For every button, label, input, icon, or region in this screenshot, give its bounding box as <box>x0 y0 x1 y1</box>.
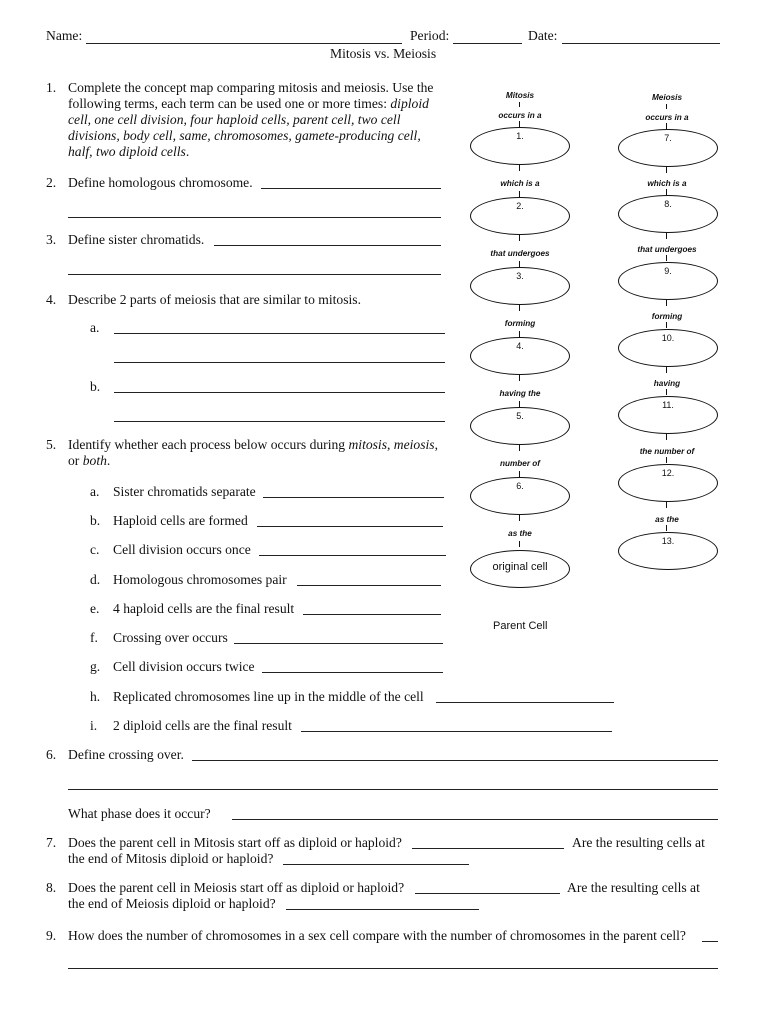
cm-connector <box>666 104 667 109</box>
q6-number: 6. <box>46 747 57 762</box>
q8-text-3: the end of Meiosis diploid or haploid? <box>68 896 276 911</box>
cm-mitosis-label-3: that undergoes <box>490 249 550 258</box>
cm-connector <box>519 445 520 451</box>
q6-phase-text: What phase does it occur? <box>68 806 211 821</box>
q5-c-letter: c. <box>90 542 100 557</box>
cm-connector <box>666 367 667 373</box>
q2-text: Define homologous chromosome. <box>68 175 253 190</box>
q4-a-line-1[interactable] <box>114 333 445 334</box>
q8-text-2: Are the resulting cells at <box>567 880 700 895</box>
q4-b-line-1[interactable] <box>114 392 445 393</box>
cm-oval-4-label: 4. <box>516 341 524 351</box>
q2-number: 2. <box>46 175 57 190</box>
q8-answer-line-1[interactable] <box>415 893 560 894</box>
q8-number: 8. <box>46 880 57 895</box>
q5-h-text: Replicated chromosomes line up in the middle of the cell <box>113 689 424 704</box>
q5-d-answer-line[interactable] <box>297 585 441 586</box>
cm-parent-cell-label: Parent Cell <box>493 620 548 632</box>
cm-oval-9[interactable] <box>618 262 718 300</box>
q5-i-letter: i. <box>90 718 98 733</box>
cm-mitosis-label-5: having the <box>499 389 541 398</box>
cm-oval-4[interactable] <box>470 337 570 375</box>
cm-oval-1[interactable] <box>470 127 570 165</box>
q3-number: 3. <box>46 232 57 247</box>
q7-number: 7. <box>46 835 57 850</box>
q5-text: Identify whether each process below occurs during mitosis, meiosis, or both. <box>68 437 438 468</box>
cm-meiosis-label-2: which is a <box>647 179 687 188</box>
q5-a-text: Sister chromatids separate <box>113 484 256 499</box>
cm-mitosis-title: Mitosis <box>505 91 535 100</box>
cm-oval-5[interactable] <box>470 407 570 445</box>
q5-g-letter: g. <box>90 659 101 674</box>
cm-oval-12-label: 12. <box>661 468 675 478</box>
cm-connector <box>666 233 667 239</box>
q7-answer-line-1[interactable] <box>412 848 564 849</box>
cm-meiosis-label-6: the number of <box>639 447 695 456</box>
cm-connector <box>666 167 667 173</box>
q7-answer-line-2[interactable] <box>283 864 469 865</box>
q5-g-text: Cell division occurs twice <box>113 659 255 674</box>
cm-oval-original-cell <box>470 550 570 588</box>
cm-oval-3[interactable] <box>470 267 570 305</box>
period-label: Period: <box>410 28 450 43</box>
cm-connector <box>519 541 520 547</box>
q5-c-text: Cell division occurs once <box>113 542 251 557</box>
cm-connector <box>519 305 520 311</box>
cm-connector <box>666 322 667 328</box>
cm-oval-12[interactable] <box>618 464 718 502</box>
cm-oval-5-label: 5. <box>516 411 524 421</box>
q7-text-2: Are the resulting cells at <box>572 835 705 850</box>
cm-meiosis-label-3: that undergoes <box>637 245 697 254</box>
q6-answer-line-1[interactable] <box>192 760 718 761</box>
date-field[interactable] <box>562 43 720 44</box>
cm-oval-6-label: 6. <box>516 481 524 491</box>
q5-g-answer-line[interactable] <box>262 672 443 673</box>
q5-f-letter: f. <box>90 630 98 645</box>
q9-text: How does the number of chromosomes in a sex cell compare with the number of chromosomes in the parent cell? <box>68 928 686 943</box>
page-title: Mitosis vs. Meiosis <box>330 46 437 61</box>
cm-mitosis-label-1: occurs in a <box>498 111 542 120</box>
q4-number: 4. <box>46 292 57 307</box>
q5-b-text: Haploid cells are formed <box>113 513 248 528</box>
cm-oval-7[interactable] <box>618 129 718 167</box>
q5-i-text: 2 diploid cells are the final result <box>113 718 292 733</box>
cm-oval-11-label: 11. <box>662 400 674 410</box>
cm-meiosis-label-4: forming <box>651 312 683 321</box>
q1-number: 1. <box>46 80 57 95</box>
q5-h-letter: h. <box>90 689 101 704</box>
q4-b-letter: b. <box>90 379 101 394</box>
q7-text-1: Does the parent cell in Mitosis start off as diploid or haploid? <box>68 835 402 850</box>
q3-answer-line-2[interactable] <box>68 274 441 275</box>
cm-oval-3-label: 3. <box>516 271 524 281</box>
cm-connector <box>666 502 667 508</box>
cm-mitosis-label-7: as the <box>508 529 532 538</box>
q5-e-letter: e. <box>90 601 100 616</box>
date-label: Date: <box>528 28 558 43</box>
q4-a-line-2[interactable] <box>114 362 445 363</box>
q1-text: Complete the concept map comparing mitosis and meiosis. Use the following terms, each term can be used one or more times: diploid cell, one cell division, four haploid cells, parent cell, two cell divisions, body cell, same, chromosomes, gamete-producing cell, half, two diploid cells. <box>68 80 434 159</box>
cm-mitosis-label-6: number of <box>499 459 541 468</box>
cm-oval-2-label: 2. <box>516 201 524 211</box>
cm-oval-10-label: 10. <box>661 333 675 343</box>
q6-text: Define crossing over. <box>68 747 184 762</box>
q5-i-answer-line[interactable] <box>301 731 612 732</box>
cm-original-cell-label: original cell <box>492 561 548 573</box>
q3-answer-line-1[interactable] <box>214 245 441 246</box>
cm-connector <box>666 300 667 306</box>
q5-a-answer-line[interactable] <box>263 497 444 498</box>
q9-answer-line-1[interactable] <box>702 941 718 942</box>
q2-answer-line-1[interactable] <box>261 188 441 189</box>
q5-f-text: Crossing over occurs <box>113 630 228 645</box>
cm-mitosis-label-4: forming <box>504 319 536 328</box>
cm-oval-11[interactable] <box>618 396 718 434</box>
q2-answer-line-2[interactable] <box>68 217 441 218</box>
q3-text: Define sister chromatids. <box>68 232 205 247</box>
q5-a-letter: a. <box>90 484 100 499</box>
q5-e-text: 4 haploid cells are the final result <box>113 601 295 616</box>
q7-text-3: the end of Mitosis diploid or haploid? <box>68 851 274 866</box>
cm-oval-6[interactable] <box>470 477 570 515</box>
cm-connector <box>666 525 667 531</box>
q5-b-letter: b. <box>90 513 101 528</box>
name-label: Name: <box>46 28 83 43</box>
cm-connector <box>519 515 520 521</box>
q5-f-answer-line[interactable] <box>234 643 443 644</box>
q9-answer-line-2[interactable] <box>68 968 718 969</box>
cm-connector <box>519 375 520 381</box>
cm-oval-8-label: 8. <box>664 199 672 209</box>
q9-number: 9. <box>46 928 57 943</box>
q1-terms: diploid cell, one cell division, four haploid cells, parent cell, two cell divisions, body cell, same, chromosomes, gamete-producing cell, half, two diploid cells <box>68 96 429 159</box>
cm-connector <box>666 255 667 261</box>
cm-oval-13-label: 13. <box>661 536 675 546</box>
cm-meiosis-title: Meiosis <box>651 93 683 102</box>
cm-meiosis-label-5: having <box>653 379 681 388</box>
q4-text: Describe 2 parts of meiosis that are similar to mitosis. <box>68 292 361 307</box>
cm-connector <box>519 235 520 241</box>
cm-mitosis-label-2: which is a <box>500 179 540 188</box>
cm-oval-9-label: 9. <box>664 266 672 276</box>
q6-phase-answer-line[interactable] <box>232 819 718 820</box>
q5-d-letter: d. <box>90 572 101 587</box>
cm-oval-2[interactable] <box>470 197 570 235</box>
q6-answer-line-2[interactable] <box>68 789 718 790</box>
cm-connector <box>666 434 667 440</box>
q5-d-text: Homologous chromosomes pair <box>113 572 287 587</box>
name-field[interactable] <box>86 43 402 44</box>
cm-meiosis-label-1: occurs in a <box>645 113 689 122</box>
cm-connector <box>666 457 667 463</box>
period-field[interactable] <box>453 43 522 44</box>
q5-c-answer-line[interactable] <box>259 555 446 556</box>
cm-connector <box>519 102 520 107</box>
q5-e-answer-line[interactable] <box>303 614 441 615</box>
cm-oval-13[interactable] <box>618 532 718 570</box>
cm-connector <box>666 389 667 395</box>
q5-number: 5. <box>46 437 57 452</box>
cm-connector <box>519 165 520 171</box>
q4-b-line-2[interactable] <box>114 421 445 422</box>
q5-b-answer-line[interactable] <box>257 526 443 527</box>
cm-oval-8[interactable] <box>618 195 718 233</box>
q8-answer-line-2[interactable] <box>286 909 479 910</box>
cm-oval-10[interactable] <box>618 329 718 367</box>
cm-meiosis-label-7: as the <box>655 515 679 524</box>
q4-a-letter: a. <box>90 320 100 335</box>
q5-h-answer-line[interactable] <box>436 702 614 703</box>
cm-oval-1-label: 1. <box>516 131 524 141</box>
cm-oval-7-label: 7. <box>664 133 672 143</box>
q8-text-1: Does the parent cell in Meiosis start off as diploid or haploid? <box>68 880 405 895</box>
